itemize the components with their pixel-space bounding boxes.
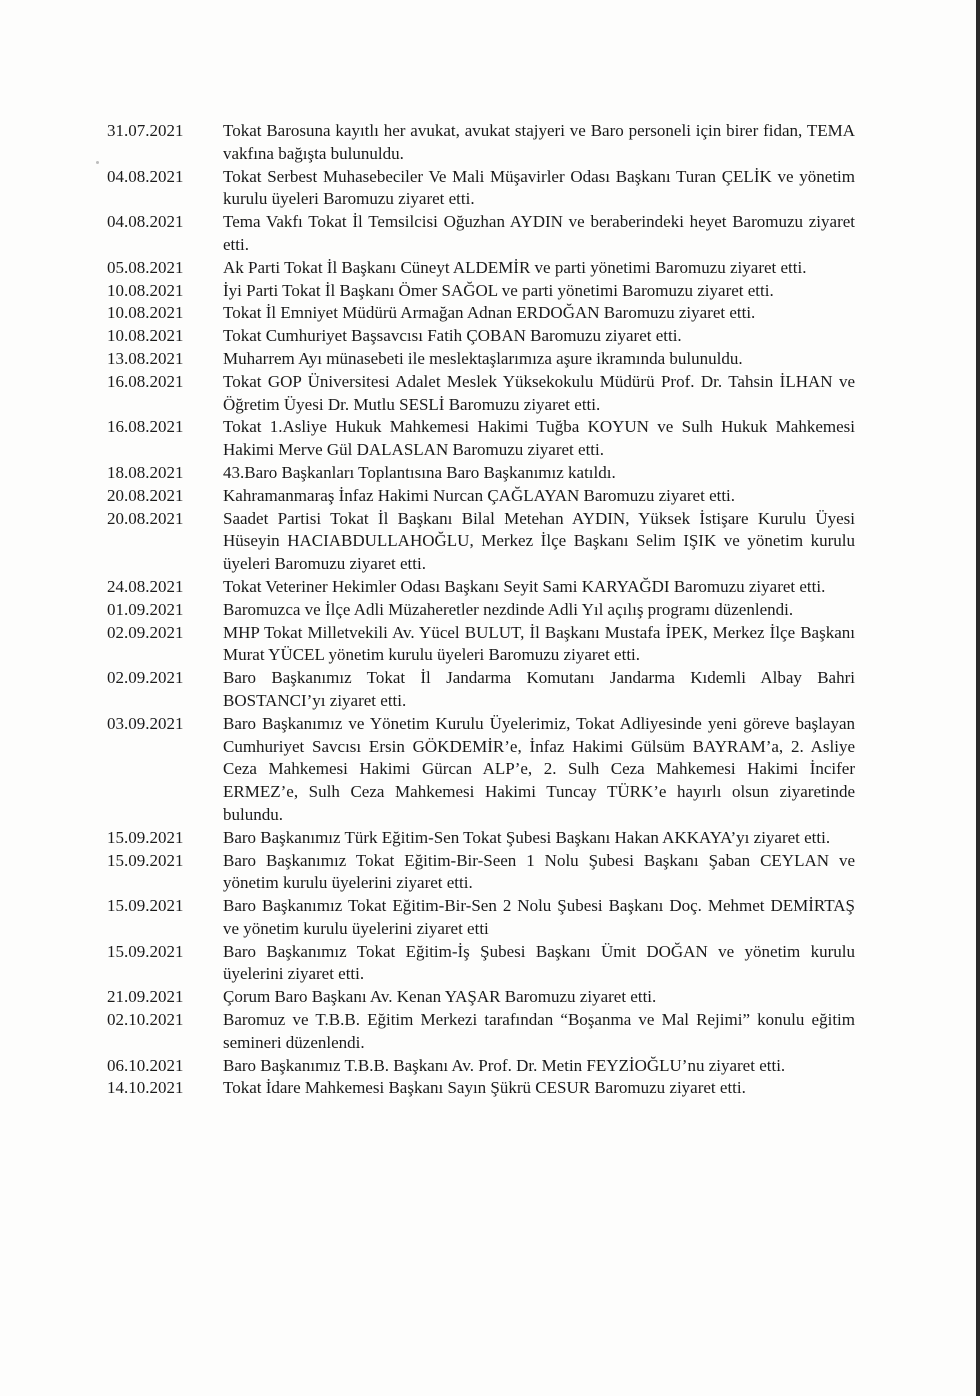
log-entry <box>107 599 855 622</box>
log-entry <box>107 895 855 941</box>
entry-date: 14.10.2021 <box>107 1078 184 1098</box>
log-entry <box>107 416 855 462</box>
entry-date: 10.08.2021 <box>107 303 184 323</box>
log-entry <box>107 325 855 348</box>
entry-text: Baro Başkanımız Tokat Eğitim-Bir-Sen 2 Nolu Şubesi Başkanı Doç. Mehmet DEMİRTAŞ ve yönetim kurulu üyelerini ziyaret etti <box>223 896 855 938</box>
log-entry <box>107 576 855 599</box>
entry-date: 31.07.2021 <box>107 121 184 140</box>
entry-text: Kahramanmaraş İnfaz Hakimi Nurcan ÇAĞLAYAN Baromuzu ziyaret etti. <box>223 485 736 505</box>
log-entry <box>107 508 855 576</box>
entry-date: 04.08.2021 <box>107 166 184 186</box>
entry-text: Muharrem Ayı münasebeti ile meslektaşlarımıza aşure ikramında bulunuldu. <box>223 348 743 368</box>
entry-date: 13.08.2021 <box>107 348 184 368</box>
entry-date: 15.09.2021 <box>107 827 184 847</box>
entry-text: Tokat İl Emniyet Müdürü Armağan Adnan ERDOĞAN Baromuzu ziyaret etti. <box>223 303 756 323</box>
entry-date: 02.09.2021 <box>107 622 184 642</box>
log-entry <box>107 986 855 1009</box>
log-entry <box>107 713 855 827</box>
entry-date: 24.08.2021 <box>107 576 184 596</box>
entry-date: 21.09.2021 <box>107 987 184 1007</box>
entry-date: 15.09.2021 <box>107 896 184 916</box>
entry-text: Baro Başkanımız Türk Eğitim-Sen Tokat Şubesi Başkanı Hakan AKKAYA’yı ziyaret etti. <box>223 827 831 847</box>
entry-text: Baromuz ve T.B.B. Eğitim Merkezi tarafından “Boşanma ve Mal Rejimi” konulu eğitim semineri düzenlendi. <box>223 1010 855 1052</box>
entry-text: 43.Baro Başkanları Toplantısına Baro Başkanımız katıldı. <box>223 462 616 482</box>
entry-text: Tokat İdare Mahkemesi Başkanı Sayın Şükrü CESUR Baromuzu ziyaret etti. <box>223 1078 746 1098</box>
log-entry <box>107 941 855 987</box>
scan-speck <box>96 161 99 164</box>
entry-text: Baro Başkanımız T.B.B. Başkanı Av. Prof. Dr. Metin FEYZİOĞLU’nu ziyaret etti. <box>223 1055 786 1075</box>
log-entry <box>107 462 855 485</box>
entry-date: 05.08.2021 <box>107 257 184 277</box>
entry-date: 02.09.2021 <box>107 668 184 688</box>
scan-edge <box>976 0 980 1396</box>
log-entry <box>107 1077 855 1100</box>
entry-text: Çorum Baro Başkanı Av. Kenan YAŞAR Baromuzu ziyaret etti. <box>223 987 657 1007</box>
entry-text: Tokat GOP Üniversitesi Adalet Meslek Yüksekokulu Müdürü Prof. Dr. Tahsin İLHAN ve Öğretim Üyesi Dr. Mutlu SESLİ Baromuzu ziyaret etti. <box>223 371 855 414</box>
log-entry <box>107 257 855 280</box>
entry-date: 16.08.2021 <box>107 371 184 391</box>
entry-date: 02.10.2021 <box>107 1010 184 1030</box>
entry-date: 10.08.2021 <box>107 326 184 346</box>
entry-date: 03.09.2021 <box>107 713 184 733</box>
log-entry <box>107 371 855 417</box>
entry-text: Baro Başkanımız Tokat İl Jandarma Komutanı Jandarma Kıdemli Albay Bahri BOSTANCI’yı ziyaret etti. <box>223 668 855 710</box>
entry-date: 15.09.2021 <box>107 941 184 961</box>
entry-text: Tema Vakfı Tokat İl Temsilcisi Oğuzhan AYDIN ve beraberindeki heyet Baromuzu ziyaret etti. <box>223 212 855 254</box>
entry-date: 04.08.2021 <box>107 212 184 232</box>
entry-date: 20.08.2021 <box>107 485 184 505</box>
entry-text: Baro Başkanımız ve Yönetim Kurulu Üyelerimiz, Tokat Adliyesinde yeni göreve başlayan Cumhuriyet Savcısı Ersin GÖKDEMİR’e, İnfaz Hakimi Gülsüm BAYRAM’a, 2. Asliye Ceza Mahkemesi Hakimi Gürcan ALP’e, 2. Sulh Ceza Mahkemesi Hakimi İncifer ERMEZ’e, Sulh Ceza Mahkemesi Hakimi Tuncay TÜRK’e hayırlı olsun ziyaretinde bulundu. <box>223 713 855 824</box>
log-entry <box>107 211 855 257</box>
entry-text: Baromuzca ve İlçe Adli Müzaheretler nezdinde Adli Yıl açılış programı düzenlendi. <box>223 599 794 619</box>
entry-date: 01.09.2021 <box>107 599 184 619</box>
entry-date: 18.08.2021 <box>107 462 184 482</box>
entry-date: 10.08.2021 <box>107 280 184 300</box>
entry-text: Baro Başkanımız Tokat Eğitim-Bir-Seen 1 Nolu Şubesi Başkanı Şaban CEYLAN ve yönetim kurulu üyelerini ziyaret etti. <box>223 850 855 893</box>
log-entry <box>107 302 855 325</box>
entry-date: 16.08.2021 <box>107 417 184 437</box>
log-entry <box>107 120 855 166</box>
entry-date: 15.09.2021 <box>107 850 184 870</box>
log-entry <box>107 166 855 212</box>
log-entry <box>107 1009 855 1055</box>
log-entry <box>107 622 855 668</box>
entry-date: 20.08.2021 <box>107 508 184 528</box>
log-entry <box>107 850 855 896</box>
entry-text: İyi Parti Tokat İl Başkanı Ömer SAĞOL ve parti yönetimi Baromuzu ziyaret etti. <box>223 280 774 300</box>
activity-log <box>107 120 855 1100</box>
entry-text: Tokat 1.Asliye Hukuk Mahkemesi Hakimi Tuğba KOYUN ve Sulh Hukuk Mahkemesi Hakimi Merve Gül DALASLAN Baromuzu ziyaret etti. <box>223 417 855 460</box>
log-entry <box>107 485 855 508</box>
entry-date: 06.10.2021 <box>107 1055 184 1075</box>
log-entry <box>107 348 855 371</box>
log-entry <box>107 667 855 713</box>
entry-text: Tokat Cumhuriyet Başsavcısı Fatih ÇOBAN Baromuzu ziyaret etti. <box>223 326 682 346</box>
log-entry <box>107 827 855 850</box>
entry-text: Baro Başkanımız Tokat Eğitim-İş Şubesi Başkanı Ümit DOĞAN ve yönetim kurulu üyelerini ziyaret etti. <box>223 941 855 984</box>
entry-text: Ak Parti Tokat İl Başkanı Cüneyt ALDEMİR ve parti yönetimi Baromuzu ziyaret etti. <box>223 257 807 277</box>
entry-text: Tokat Serbest Muhasebeciler Ve Mali Müşavirler Odası Başkanı Turan ÇELİK ve yönetim kurulu üyeleri Baromuzu ziyaret etti. <box>223 166 855 209</box>
entry-text: Saadet Partisi Tokat İl Başkanı Bilal Metehan AYDIN, Yüksek İstişare Kurulu Üyesi Hüseyin HACIABDULLAHOĞLU, Merkez İlçe Başkanı Selim IŞIK ve yönetim kurulu üyeleri Baromuzu ziyaret etti. <box>223 508 855 574</box>
entry-text: Tokat Veteriner Hekimler Odası Başkanı Seyit Sami KARYAĞDI Baromuzu ziyaret etti. <box>223 576 826 596</box>
entry-text: MHP Tokat Milletvekili Av. Yücel BULUT, İl Başkanı Mustafa İPEK, Merkez İlçe Başkanı Murat YÜCEL yönetim kurulu üyeleri Baromuzu ziyaret etti. <box>223 622 855 665</box>
log-entry <box>107 1055 855 1078</box>
log-entry <box>107 280 855 303</box>
entry-text: Tokat Barosuna kayıtlı her avukat, avukat stajyeri ve Baro personeli için birer fidan, TEMA vakfına bağışta bulunuldu. <box>223 121 855 163</box>
